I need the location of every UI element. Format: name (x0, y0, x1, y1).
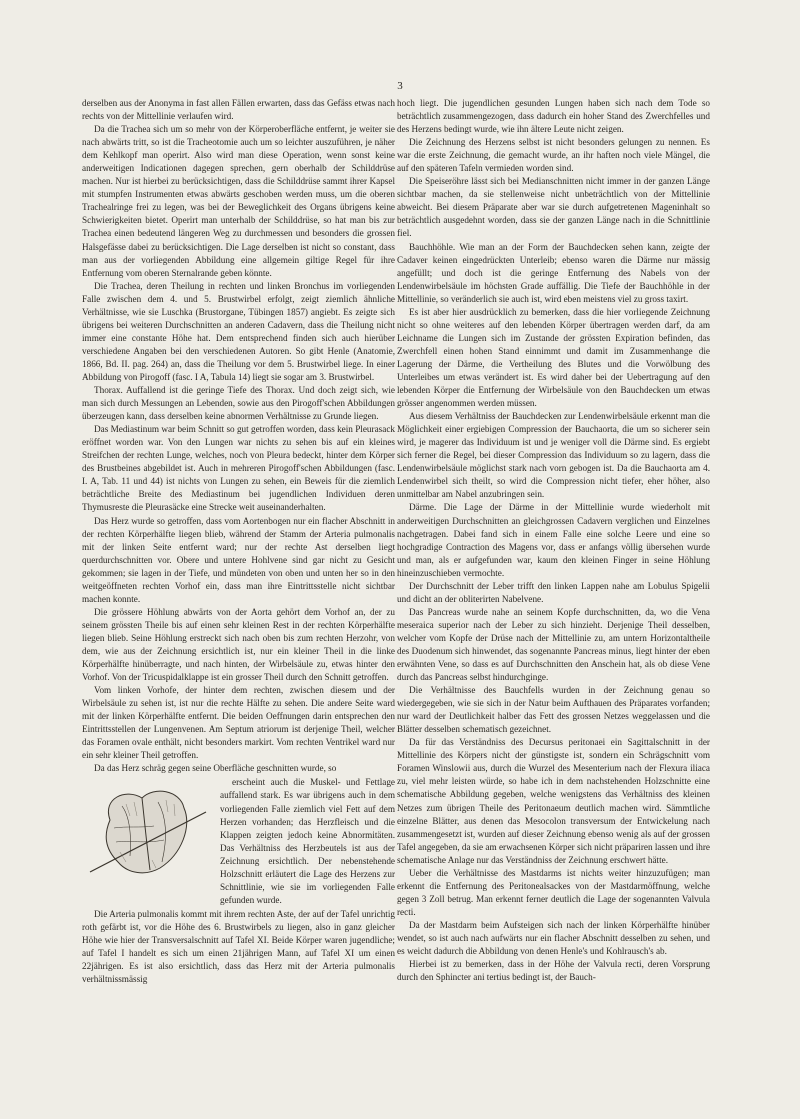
paragraph: Die Trachea, deren Theilung in rechten und linken Bronchus im vorliegenden Falle zwischen dem 4. und 5. Brustwirbel erfolgt, zeigt ziemlich ähnliche Verhältnisse, wie sie Luschka (Brustorgane, Tübingen 1857) angiebt. Es zeigte sich übrigens bei weiteren Durchschnitten an anderen Cadavern, dass die Theilung nicht immer eine constante Höhe hat. Dem entsprechend finden sich auch hierüber verschiedene Angaben bei den verschiedenen Autoren. So gibt Henle (Anatomie, 1866, Bd. II. pag. 264) an, dass die Theilung vor dem 5. Brustwirbel liege. In einer Abbildung von Pirogoff (fasc. I A, Tabula 14) liegt sie sogar am 3. Brustwirbel. (82, 280, 395, 382)
heart-figure-block (82, 776, 395, 906)
paragraph: Aus diesem Verhältniss der Bauchdecken zur Lendenwirbelsäule erkennt man die Möglichkeit einer ergiebigen Compression der Bauchaorta, die um so sicherer sein wird, je magerer das Individuum ist und je weniger voll die Därme sind. Es ergiebt sich ferner die Regel, bei dieser Compression das Individuum so zu lagern, dass die Lendenwirbelsäule möglichst stark nach vorn gebogen ist. Da die Bauchaorta am 4. Lendenwirbel sich theilt, so wird die Compression nicht tiefer, eher höher, also unmittelbar am Nabel anzubringen sein. (397, 411, 710, 500)
paragraph: Da das Herz schräg gegen seine Oberfläche geschnitten wurde, so (94, 763, 337, 774)
heart-woodcut-figure (82, 776, 214, 884)
figure-side-text: erscheint auch die Muskel- und Fettlage auffallend stark. Es war übrigens auch in dem vorliegenden Falle ziemlich viel Fett auf dem Herzen vorhanden; das Herzfleisch und die Klappen zeigten jedoch keine Abnormitäten. Das Verhältniss des Herzbeutels ist aus der Zeichnung ersichtlich. Der nebenstehende Holzschnitt erläutert die Lage des Herzens zur Schnittlinie, wie sie im vorliegenden Falle gefunden wurde. (220, 777, 395, 905)
paragraph: Thorax. Auffallend ist die geringe Tiefe des Thorax. Und doch zeigt sich, wie man sich durch Messungen an Lebenden, sowie aus den Pirogoff'schen Abbildungen überzeugen kann, dass derselben keine abnormen Verhältnisse zu Grunde liegen. (82, 385, 395, 422)
paragraph: Vom linken Vorhofe, der hinter dem rechten, zwischen diesem und der Wirbelsäule zu sehen ist, ist nur die rechte Hälfte zu sehen. Die andere Seite ward mit der linken Körperhälfte entfernt. Die beiden Oeffnungen darin entsprechen den Eintrittsstellen der Lungenvenen. Am Septum atriorum ist derjenige Theil, welcher das Foramen ovale enthält, nicht besonders markirt. Vom rechten Ventrikel ward nur ein sehr kleiner Theil getroffen. (82, 685, 395, 761)
paragraph: Da für das Verständniss des Decursus peritonaei ein Sagittalschnitt in der Mittellinie des Körpers nicht der günstigste ist, sondern ein Schrägschnitt vom Foramen Winslowii aus, durch die Wurzel des Mesenterium nach der Flexura iliaca zu, viel mehr leisten würde, so habe ich in dem nachstehenden Holzschnitte eine schematische Abbildung gegeben, welche wenigstens das Verhältniss des kleinen Netzes zum übrigen Theile des Peritonaeum deutlich machen wird. Sämmtliche einzelne Blätter, aus denen das Mesocolon transversum der Entwickelung nach zusammengesetzt ist, wurden auf dieser Zeichnung ebenso wenig als auf der grossen Tafel angegeben, da sie am erwachsenen Körper sich nicht präpariren lassen und ihre schematische Anlage nur das Verständniss der Zeichnung erschwert hätte. (397, 737, 710, 865)
paragraph: Hierbei ist zu bemerken, dass in der Höhe der Valvula recti, deren Vorsprung durch den Sphincter ani tertius bedingt ist, der Bauch- (397, 959, 710, 983)
paragraph: Das Pancreas wurde nahe an seinem Kopfe durchschnitten, da, wo die Vena meseraica superior nach der Leber zu sich hinzieht. Derjenige Theil desselben, welcher vom Kopfe der Drüse nach der Mittellinie zu, am untern Horizontaltheile des Duodenum sich hinwendet, das sogenannte Pancreas minus, liegt hinter der eben erwähnten Vene, so dass es auf Durchschnitten den Anschein hat, als ob diese Vene durch das Pancreas selbst hindurchginge. (397, 606, 710, 683)
right-column (397, 97, 710, 984)
paragraph: Die Verhältnisse des Bauchfells wurden in der Zeichnung genau so wiedergegeben, wie sie sich in der Natur beim Aufthauen des Präparates vorfanden; nur ward der Deutlichkeit halber das Fett des grossen Netzes weggelassen und die Blätter desselben schematisch gezeichnet. (397, 685, 710, 735)
paragraph: Es ist aber hier ausdrücklich zu bemerken, dass die hier vorliegende Zeichnung nicht so ohne weiteres auf den lebenden Körper übertragen werden darf, da am Leichname die Lungen sich im Zustande der grössten Expiration befinden, das Zwerchfell einen hohen Stand einnimmt und damit im Zusammenhange die Lagerung der Därme, die Vertheilung des Blutes und die Vorwölbung des Unterleibes um etwas verändert ist. Es wird daher bei der Uebertragung auf den lebenden Körper die Entfernung der Wirbelsäule von den Bauchdecken um etwas grösser angenommen werden müssen. (397, 306, 710, 409)
paragraph: Die grössere Höhlung abwärts von der Aorta gehört dem Vorhof an, der zu seinem grössten Theile bis auf einen sehr kleinen Rest in der rechten Körperhälfte liegen blieb. Seine Höhlung erstreckt sich nach oben bis zum rechten Herzohr, von dem, wie aus der Zeichnung ersichtlich ist, nur ein kleiner Theil in die linke Körperhälfte hinüberragte, und nach hinten, der Wirbelsäule zu, etwas hinter den Vorhof. Von der Tricuspidalklappe ist ein grosser Theil durch den Schnitt getroffen. (82, 606, 395, 683)
paragraph: derselben aus der Anonyma in fast allen Fällen erwarten, dass das Gefäss etwas nach rechts von der Mittellinie verlaufen wird. (82, 98, 395, 122)
paragraph: Da die Trachea sich um so mehr von der Körperoberfläche entfernt, je weiter sie nach abwärts tritt, so ist die Tracheotomie auch um so leichter auszuführen, je näher dem Kehlkopf man operirt. Also wird man diese Operation, wenn sonst keine anderweitigen Indicationen dagegen sprechen, gern oberhalb der Schilddrüse machen. Nur ist hierbei zu berücksichtigen, dass die Schilddrüse sammt ihrer Kapsel mit stumpfen Instrumenten etwas abwärts geschoben werden muss, um die oberen Trachealringe frei zu legen, was bei der Beweglichkeit des Organs übrigens keine Schwierigkeiten bietet. Operirt man unterhalb der Schilddrüse, so hat man bis zur Trachea einen bedeutend längeren Weg zu durchmessen und besonders die grossen Halsgefässe dabei zu berücksichtigen. Die Lage derselben ist nicht so constant, dass man aus der vorliegenden Abbildung eine allgemein giltige Regel für ihre Entfernung vom oberen Sternalrande geben könnte. (82, 124, 395, 278)
paragraph: Das Herz wurde so getroffen, dass vom Aortenbogen nur ein flacher Abschnitt in der rechten Körperhälfte liegen blieb, während der Stamm der Arteria pulmonalis mit der linken Seite entfernt ward; nur der rechte Ast derselben liegt querdurchschnitten vor. Obere und untere Hohlvene sind gar nicht zu Gesicht gekommen; sie lagen in der Tiefe, und mündeten von oben und unten her so in den weitgeöffneten rechten Vorhof ein, dass man ihre Eintrittsstelle nicht sichtbar machen konnte. (82, 515, 395, 604)
paragraph: Därme. Die Lage der Därme in der Mittellinie wurde wiederholt mit anderweitigen Durchschnitten an gleichgrossen Cadavern verglichen und Einzelnes nachgetragen. Dabei fand sich in einem Falle eine solche Leere und eine so hochgradige Contraction des Magens vor, dass er anfangs völlig übersehen wurde und man, als er aufgefunden war, kaum den kleinen Finger in seine Höhlung hineinzuschieben vermochte. (397, 502, 710, 578)
paragraph: Das Mediastinum war beim Schnitt so gut getroffen worden, dass kein Pleurasack eröffnet worden war. Von den Lungen war nichts zu sehen bis auf ein kleines Streifchen der rechten Lunge, welches, noch von Pleura bedeckt, hinter dem Körper des Brustbeines abgebildet ist. Auch in mehreren Pirogoff'schen Abbildungen (fasc. I. A, Tab. 11 und 44) ist nichts von Lungen zu sehen, ein Beweis für die ziemlich beträchtliche Breite des Mediastinum bei jugendlichen Individuen deren Thymusreste die Pleurasäcke eine Strecke weit auseinanderhalten. (82, 424, 395, 513)
paragraph: Die Arteria pulmonalis kommt mit ihrem rechten Aste, der auf der Tafel unrichtig roth gefärbt ist, vor die Höhe des 6. Brustwirbels zu liegen, also in ganz gleicher Höhe wie hier der Transversalschnitt auf Tafel XI. Beide Körper waren jugendliche; auf Tafel I handelt es sich um einen 21jährigen Mann, auf Tafel XI um einen 22jährigen. Es ist also ersichtlich, dass das Herz mit der Arteria pulmonalis verhältnissmässig (82, 908, 395, 985)
page-number: 3 (397, 80, 403, 92)
paragraph: Der Durchschnitt der Leber trifft den linken Lappen nahe am Lobulus Spigelii und dicht an der obliterirten Nabelvene. (397, 580, 710, 604)
paragraph: hoch liegt. Die jugendlichen gesunden Lungen haben sich nach dem Tode so beträchtlich zusammengezogen, dass dadurch ein hoher Stand des Zwerchfelles und des Herzens bedingt wurde, wie ihn ältere Leute nicht zeigen. (397, 98, 710, 135)
heart-illustration (82, 776, 214, 884)
paragraph: Bauchhöhle. Wie man an der Form der Bauchdecken sehen kann, zeigte der Cadaver keinen eingedrückten Unterleib; ebenso waren die Därme nur mässig angefüllt; und doch ist die geringe Entfernung des Nabels von der Lendenwirbelsäule im höchsten Grade auffällig. Die Tiefe der Bauchhöhle in der Mittellinie, so veränderlich sie auch ist, wird eben meistens viel zu gross taxirt. (397, 241, 710, 304)
left-column (82, 97, 395, 986)
paragraph: Da der Mastdarm beim Aufsteigen sich nach der linken Körperhälfte hinüber wendet, so ist auch nach aufwärts nur ein flacher Abschnitt desselben zu sehen, und es weicht dadurch die Abbildung von denen Henle's und Kohlrausch's ab. (397, 919, 710, 957)
paragraph: Die Speiseröhre lässt sich bei Medianschnitten nicht immer in der ganzen Länge sichtbar machen, da sie stellenweise nicht unbeträchtlich von der Mittellinie abweicht. Bei diesem Präparate aber war sie durch aufgetretenen Mageninhalt so beträchtlich ausgedehnt worden, dass sie der ganzen Länge nach in die Schnittlinie fiel. (397, 176, 710, 239)
paragraph: Die Zeichnung des Herzens selbst ist nicht besonders gelungen zu nennen. Es war die erste Zeichnung, die gemacht wurde, an ihr haften noch viele Mängel, die auf den späteren Tafeln vermieden worden sind. (397, 137, 710, 174)
paragraph: Ueber die Verhältnisse des Mastdarms ist nichts weiter hinzuzufügen; man erkennt die Entfernung des Peritonealsackes von der Mastdarmöffnung, welche gegen 3 Zoll betrug. Man erkennt ferner deutlich die Lage der sogenannten Valvula recti. (397, 867, 710, 917)
